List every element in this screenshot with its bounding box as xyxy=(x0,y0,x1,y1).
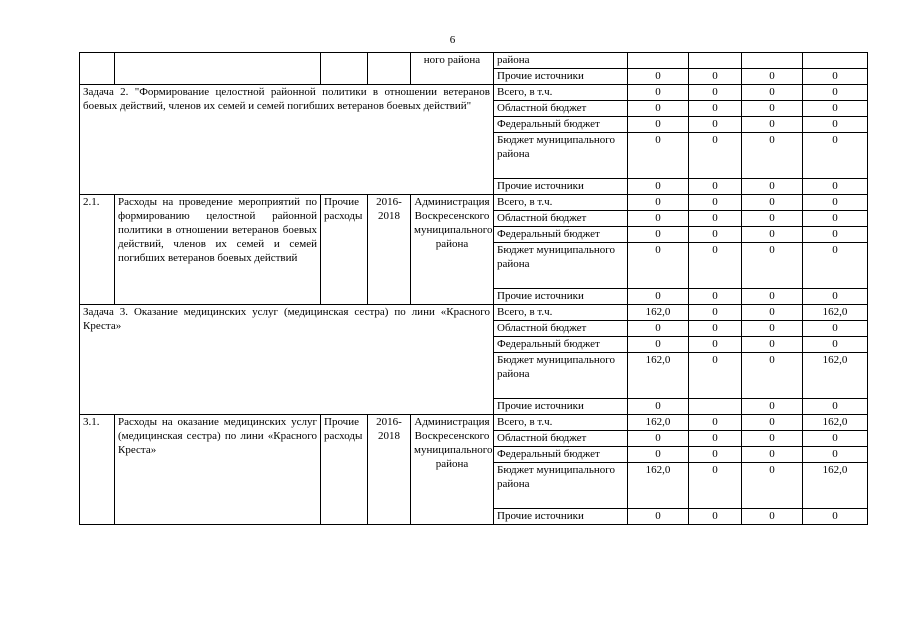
value-cell: 0 xyxy=(803,195,868,211)
expense-type: Прочие расходы xyxy=(321,415,368,525)
value-cell: 0 xyxy=(689,321,742,337)
empty-cell xyxy=(321,53,368,85)
value-cell: 0 xyxy=(742,321,803,337)
value-cell: 162,0 xyxy=(803,305,868,321)
source-label: Федеральный бюджет xyxy=(494,227,628,243)
value-cell: 0 xyxy=(742,195,803,211)
value-cell: 0 xyxy=(742,243,803,289)
page-number: 6 xyxy=(449,34,456,46)
value-cell: 0 xyxy=(628,85,689,101)
value-cell xyxy=(628,53,689,69)
empty-cell xyxy=(368,53,411,85)
period: 2016-2018 xyxy=(368,195,411,305)
source-label: Всего, в т.ч. xyxy=(494,85,628,101)
empty-cell xyxy=(80,53,115,85)
value-cell: 0 xyxy=(628,399,689,415)
source-label: Прочие источники xyxy=(494,399,628,415)
value-cell: 0 xyxy=(689,117,742,133)
task-title: Задача 2. "Формирование целостной районной политики в отношении ветеранов боевых действий, членов их семей и семей погибших ветеранов боевых действий" xyxy=(80,85,494,195)
value-cell xyxy=(742,53,803,69)
value-cell: 0 xyxy=(742,211,803,227)
value-cell: 0 xyxy=(689,211,742,227)
value-cell: 0 xyxy=(742,227,803,243)
source-label: Федеральный бюджет xyxy=(494,117,628,133)
source-label: Федеральный бюджет xyxy=(494,337,628,353)
source-label: Прочие источники xyxy=(494,69,628,85)
value-cell: 0 xyxy=(742,399,803,415)
period: 2016-2018 xyxy=(368,415,411,525)
executor: Администрация Воскресенского муниципального района xyxy=(411,415,494,525)
value-cell: 0 xyxy=(803,509,868,525)
value-cell: 0 xyxy=(742,179,803,195)
value-cell: 0 xyxy=(742,447,803,463)
value-cell xyxy=(803,53,868,69)
value-cell: 0 xyxy=(742,289,803,305)
value-cell: 0 xyxy=(803,337,868,353)
value-cell: 0 xyxy=(689,195,742,211)
value-cell: 0 xyxy=(742,85,803,101)
value-cell: 162,0 xyxy=(628,305,689,321)
value-cell: 0 xyxy=(628,321,689,337)
table-row xyxy=(80,85,868,101)
value-cell: 0 xyxy=(628,337,689,353)
value-cell: 0 xyxy=(803,289,868,305)
item-number: 2.1. xyxy=(80,195,115,305)
value-cell: 0 xyxy=(689,337,742,353)
source-label: Бюджет муниципального района xyxy=(494,243,628,289)
value-cell: 162,0 xyxy=(628,353,689,399)
value-cell: 0 xyxy=(628,509,689,525)
source-label: Областной бюджет xyxy=(494,431,628,447)
value-cell: 162,0 xyxy=(628,415,689,431)
value-cell: 0 xyxy=(628,227,689,243)
value-cell: 0 xyxy=(689,305,742,321)
value-cell: 0 xyxy=(628,133,689,179)
source-label: Областной бюджет xyxy=(494,321,628,337)
source-label: Прочие источники xyxy=(494,289,628,305)
value-cell: 162,0 xyxy=(803,463,868,509)
value-cell: 0 xyxy=(742,415,803,431)
value-cell xyxy=(689,399,742,415)
source-label: Бюджет муниципального района xyxy=(494,463,628,509)
value-cell: 0 xyxy=(803,69,868,85)
value-cell: 0 xyxy=(628,69,689,85)
table-row xyxy=(80,53,868,69)
value-cell: 0 xyxy=(803,321,868,337)
value-cell xyxy=(689,53,742,69)
source-label: Прочие источники xyxy=(494,509,628,525)
expense-type: Прочие расходы xyxy=(321,195,368,305)
table-row xyxy=(80,305,868,321)
value-cell: 0 xyxy=(628,431,689,447)
table-row xyxy=(80,415,868,431)
value-cell: 0 xyxy=(742,463,803,509)
value-cell: 0 xyxy=(803,431,868,447)
value-cell: 0 xyxy=(803,133,868,179)
value-cell: 0 xyxy=(689,447,742,463)
value-cell: 0 xyxy=(689,509,742,525)
value-cell: 162,0 xyxy=(628,463,689,509)
value-cell: 0 xyxy=(803,447,868,463)
empty-cell xyxy=(115,53,321,85)
value-cell: 0 xyxy=(742,305,803,321)
value-cell: 0 xyxy=(803,101,868,117)
value-cell: 0 xyxy=(689,133,742,179)
value-cell: 0 xyxy=(689,101,742,117)
value-cell: 0 xyxy=(628,243,689,289)
source-label: Всего, в т.ч. xyxy=(494,305,628,321)
value-cell: 0 xyxy=(742,69,803,85)
value-cell: 0 xyxy=(742,337,803,353)
value-cell: 0 xyxy=(628,211,689,227)
value-cell: 0 xyxy=(689,353,742,399)
value-cell: 0 xyxy=(803,211,868,227)
value-cell: 0 xyxy=(689,85,742,101)
value-cell: 0 xyxy=(689,243,742,289)
value-cell: 0 xyxy=(689,227,742,243)
value-cell: 0 xyxy=(803,117,868,133)
executor-cell: ного района xyxy=(411,53,494,85)
item-description: Расходы на оказание медицинских услуг (медицинская сестра) по лини «Красного Креста» xyxy=(115,415,321,525)
value-cell: 0 xyxy=(628,289,689,305)
value-cell: 0 xyxy=(742,353,803,399)
executor: Администрация Воскресенского муниципального района xyxy=(411,195,494,305)
budget-table xyxy=(79,52,868,525)
source-label: Всего, в т.ч. xyxy=(494,195,628,211)
source-label: Всего, в т.ч. xyxy=(494,415,628,431)
value-cell: 0 xyxy=(689,69,742,85)
task-title: Задача 3. Оказание медицинских услуг (медицинская сестра) по лини «Красного Креста» xyxy=(80,305,494,415)
value-cell: 0 xyxy=(689,289,742,305)
value-cell: 0 xyxy=(689,415,742,431)
value-cell: 162,0 xyxy=(803,353,868,399)
source-label: Областной бюджет xyxy=(494,211,628,227)
value-cell: 0 xyxy=(628,101,689,117)
value-cell: 0 xyxy=(689,179,742,195)
value-cell: 0 xyxy=(742,509,803,525)
value-cell: 0 xyxy=(803,243,868,289)
value-cell: 0 xyxy=(742,117,803,133)
value-cell: 0 xyxy=(803,399,868,415)
source-label: Областной бюджет xyxy=(494,101,628,117)
value-cell: 0 xyxy=(742,133,803,179)
value-cell: 0 xyxy=(742,101,803,117)
value-cell: 0 xyxy=(803,227,868,243)
item-description: Расходы на проведение мероприятий по формированию целостной районной политики в отношении ветеранов боевых действий, членов их семей и семей погибших ветеранов боевых действий xyxy=(115,195,321,305)
source-label: Бюджет муниципального района xyxy=(494,353,628,399)
source-label: Прочие источники xyxy=(494,179,628,195)
value-cell: 0 xyxy=(628,195,689,211)
value-cell: 0 xyxy=(803,179,868,195)
value-cell: 0 xyxy=(742,431,803,447)
value-cell: 0 xyxy=(628,117,689,133)
value-cell: 0 xyxy=(689,463,742,509)
value-cell: 162,0 xyxy=(803,415,868,431)
table-row xyxy=(80,195,868,211)
value-cell: 0 xyxy=(803,85,868,101)
value-cell: 0 xyxy=(628,447,689,463)
value-cell: 0 xyxy=(628,179,689,195)
source-label: района xyxy=(494,53,628,69)
source-label: Бюджет муниципального района xyxy=(494,133,628,179)
value-cell: 0 xyxy=(689,431,742,447)
item-number: 3.1. xyxy=(80,415,115,525)
source-label: Федеральный бюджет xyxy=(494,447,628,463)
